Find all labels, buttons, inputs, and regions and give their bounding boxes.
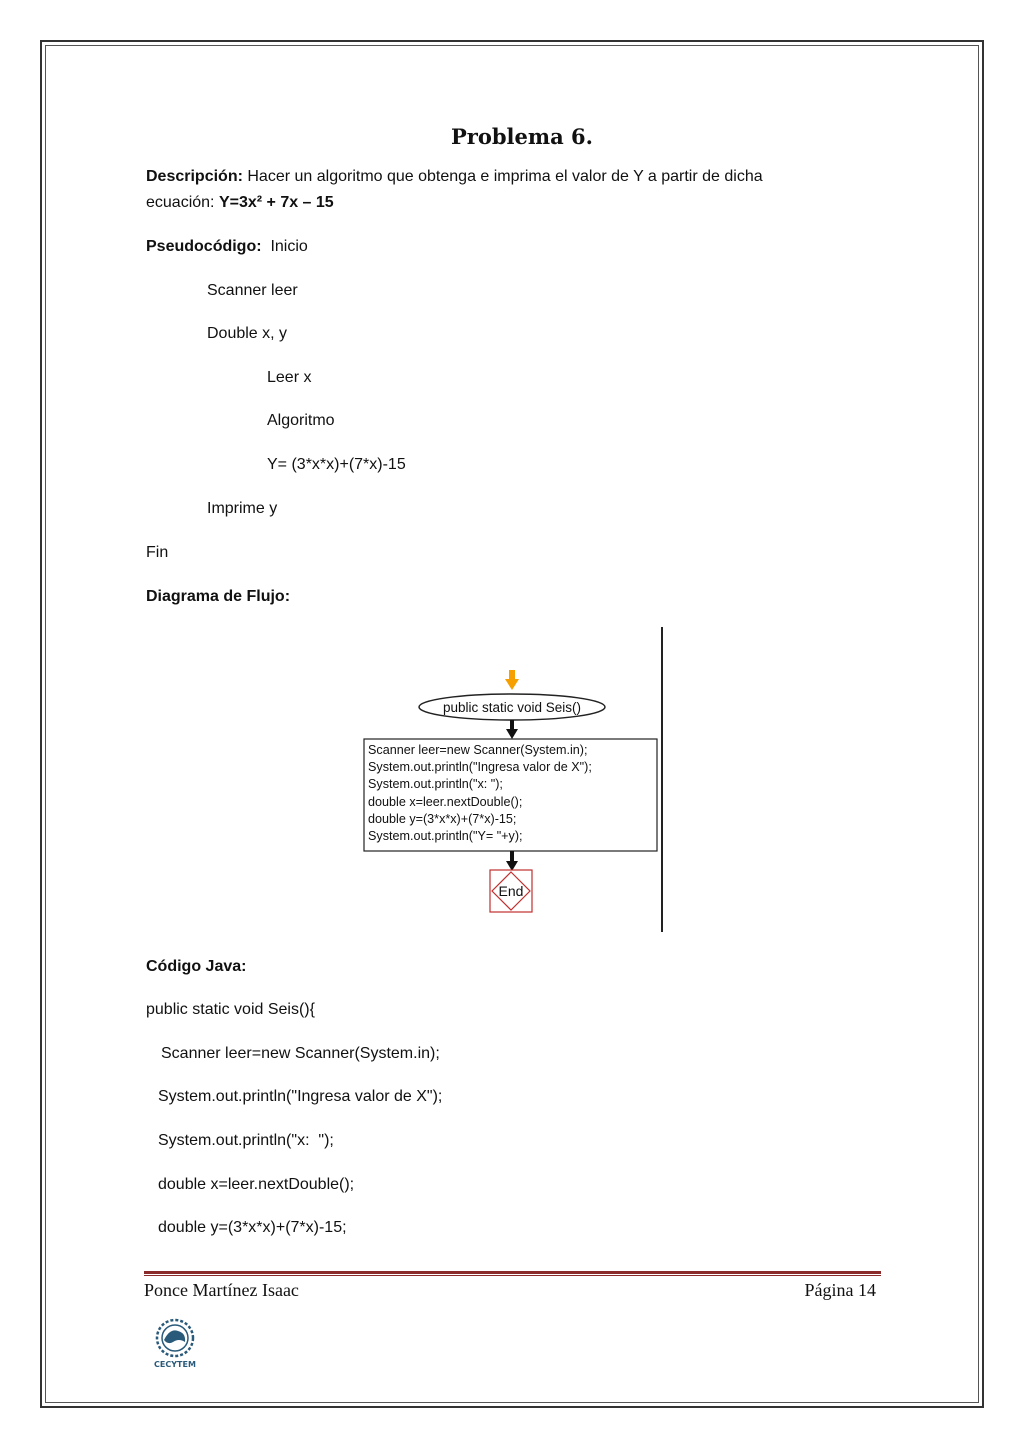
pseudocode-start: Inicio bbox=[270, 238, 308, 255]
footer-rule-thin bbox=[144, 1275, 881, 1276]
pseudo-line: Double x, y bbox=[207, 325, 288, 342]
footer-rule bbox=[144, 1271, 881, 1274]
flow-arrow-icon bbox=[506, 720, 518, 739]
process-line: Scanner leer=new Scanner(System.in); bbox=[368, 743, 588, 757]
code-line: Scanner leer=new Scanner(System.in); bbox=[161, 1045, 440, 1062]
equation-prefix: ecuación: bbox=[146, 194, 219, 211]
logo-text: CECYTEM bbox=[154, 1360, 196, 1369]
page-title: Problema 6. bbox=[451, 124, 593, 149]
flowchart bbox=[355, 665, 665, 920]
start-arrow-icon bbox=[505, 670, 519, 690]
end-node-label: End bbox=[498, 883, 524, 899]
pseudocode-label: Pseudocódigo: bbox=[146, 238, 262, 255]
flow-label: Diagrama de Flujo: bbox=[146, 588, 291, 605]
pseudocode-header bbox=[146, 237, 308, 257]
description-line-2 bbox=[146, 193, 334, 213]
code-line: System.out.println("Ingresa valor de X"); bbox=[158, 1088, 443, 1105]
process-line: double x=leer.nextDouble(); bbox=[368, 795, 523, 809]
description-line-1 bbox=[146, 167, 763, 187]
code-line: double x=leer.nextDouble(); bbox=[158, 1176, 355, 1193]
process-line: double y=(3*x*x)+(7*x)-15; bbox=[368, 812, 517, 826]
code-line: public static void Seis(){ bbox=[146, 1001, 315, 1018]
description-label: Descripción: bbox=[146, 168, 243, 185]
pseudo-line: Imprime y bbox=[207, 500, 278, 517]
pseudo-line: Y= (3*x*x)+(7*x)-15 bbox=[267, 456, 406, 473]
code-label: Código Java: bbox=[146, 958, 247, 975]
equation: Y=3x² + 7x – 15 bbox=[218, 194, 334, 211]
start-node-label: public static void Seis() bbox=[442, 700, 582, 715]
code-line: System.out.println("x: "); bbox=[158, 1132, 334, 1149]
pseudo-line: Algoritmo bbox=[267, 412, 335, 429]
footer-author: Ponce Martínez Isaac bbox=[144, 1280, 299, 1300]
pseudo-line: Leer x bbox=[267, 369, 312, 386]
process-line: System.out.println("Y= "+y); bbox=[368, 829, 523, 843]
flow-arrow-icon bbox=[506, 851, 518, 871]
process-line: System.out.println("x: "); bbox=[368, 777, 503, 791]
pseudo-line: Scanner leer bbox=[207, 282, 298, 299]
code-line: double y=(3*x*x)+(7*x)-15; bbox=[158, 1219, 347, 1236]
pseudocode-end: Fin bbox=[146, 544, 169, 561]
process-line: System.out.println("Ingresa valor de X"); bbox=[368, 760, 592, 774]
description-text: Hacer un algoritmo que obtenga e imprima el valor de Y a partir de dicha bbox=[242, 168, 763, 185]
cecytem-logo bbox=[142, 1318, 208, 1370]
footer-page-number: Página 14 bbox=[804, 1280, 876, 1300]
